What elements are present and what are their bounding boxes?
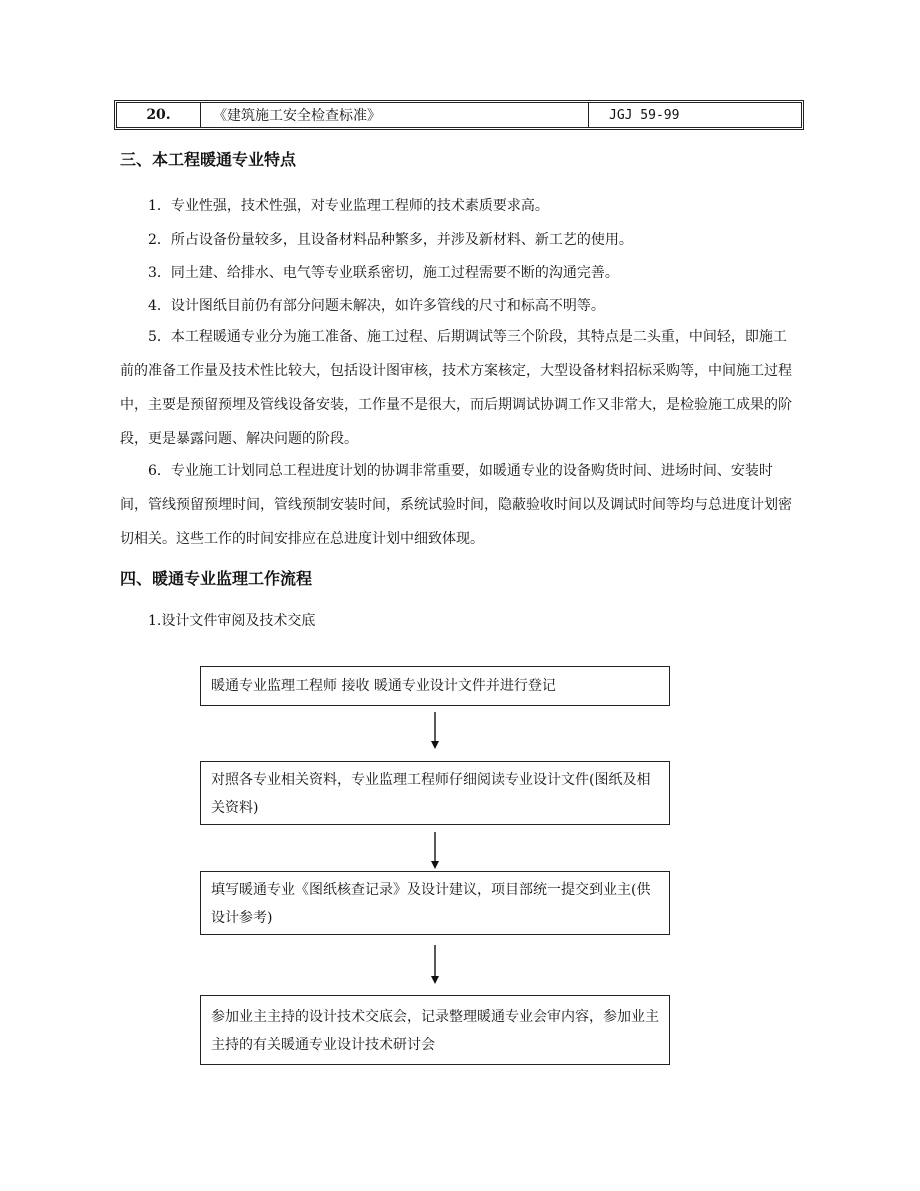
row-number: 20. [117,103,201,127]
flow-arrow-1 [434,712,436,750]
flow-arrow-3 [434,945,436,985]
feature-item-2: 2．所占设备份量较多，且设备材料品种繁多，并涉及新材料、新工艺的使用。 [148,232,633,248]
flow-arrow-2 [434,832,436,870]
feature-item-3: 3．同土建、给排水、电气等专业联系密切，施工过程需要不断的沟通完善。 [148,265,619,281]
flow-step-3: 填写暖通专业《图纸核查记录》及设计建议，项目部统一提交到业主(供设计参考) [200,871,670,935]
flow-step-4: 参加业主主持的设计技术交底会，记录整理暖通专业会审内容，参加业主主持的有关暖通专业设计技术研讨会 [200,995,670,1065]
feature-item-1: 1．专业性强，技术性强，对专业监理工程师的技术素质要求高。 [148,198,549,214]
feature-item-6 [120,454,800,556]
feature-item-5 [120,320,800,456]
subsection-heading: 1.设计文件审阅及技术交底 [148,613,316,629]
feature-item-6-text: 6．专业施工计划同总工程进度计划的协调非常重要，如暖通专业的设备购货时间、进场时间、安装时间，管线预留预埋时间，管线预制安装时间，系统试验时间，隐蔽验收时间以及调试时间等均与总进度计划密切相关。这些工作的时间安排应在总进度计划中细致体现。 [120,463,792,547]
standard-title: 《建筑施工安全检查标准》 [201,103,589,127]
standard-code: JGJ 59-99 [609,107,680,123]
feature-item-5-text: 5．本工程暖通专业分为施工准备、施工过程、后期调试等三个阶段，其特点是二头重，中间轻，即施工前的准备工作量及技术性比较大，包括设计图审核，技术方案核定，大型设备材料招标采购等，中间施工过程中，主要是预留预埋及管线设备安装，工作量不是很大，而后期调试协调工作又非常大，是检验施工成果的阶段，更是暴露问题、解决问题的阶段。 [120,329,792,447]
flow-step-1: 暖通专业监理工程师 接收 暖通专业设计文件并进行登记 [200,666,670,706]
section-4-heading: 四、暖通专业监理工作流程 [120,569,313,588]
standards-table-row [114,100,804,130]
section-3-heading: 三、本工程暖通专业特点 [120,150,297,169]
flow-step-2: 对照各专业相关资料，专业监理工程师仔细阅读专业设计文件(图纸及相关资料) [200,761,670,825]
feature-item-4: 4．设计图纸目前仍有部分问题未解决，如许多管线的尺寸和标高不明等。 [148,298,605,314]
